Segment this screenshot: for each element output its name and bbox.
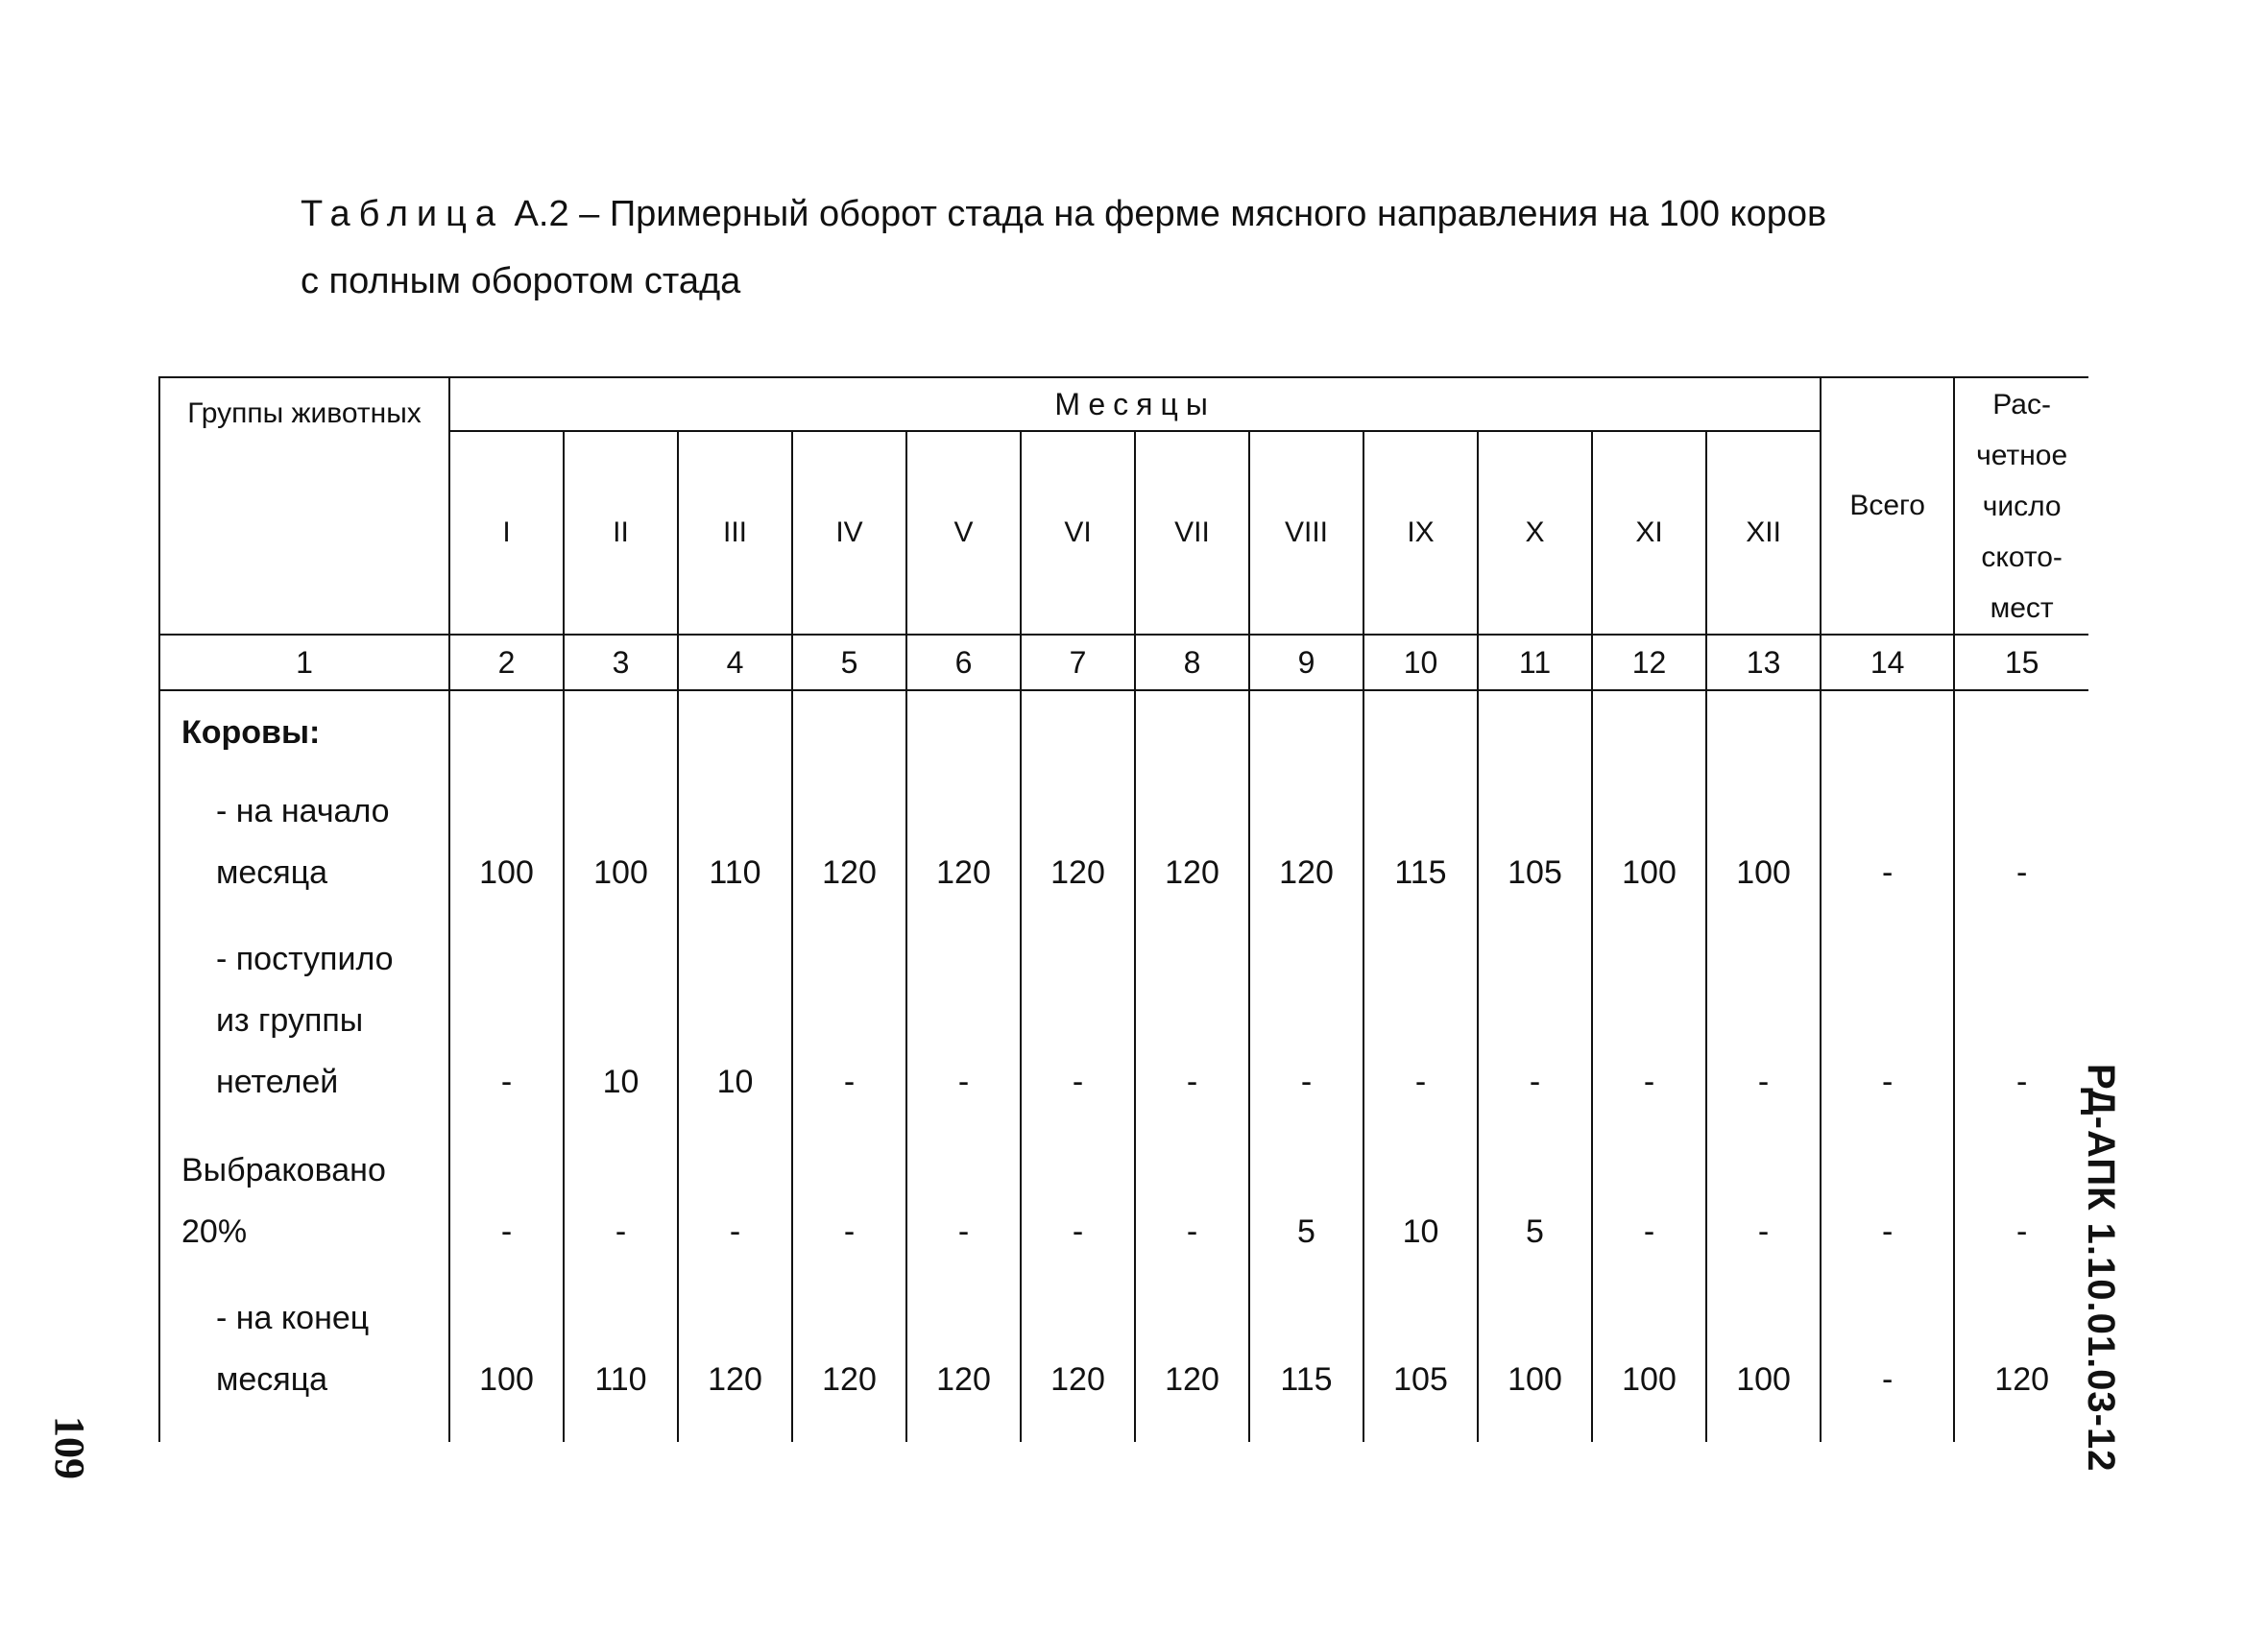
total-cell: - (1821, 911, 1954, 1120)
caption-line-2: с полным оборотом стада (301, 261, 741, 301)
table-cell: - (1592, 1120, 1706, 1270)
table-cell: 120 (678, 1270, 792, 1418)
column-number: 15 (1954, 635, 2088, 690)
row-label-line: - на конец (216, 1300, 370, 1336)
table-cell: - (792, 1120, 906, 1270)
table-cell: 110 (678, 771, 792, 911)
month-header: X (1478, 431, 1592, 635)
herd-turnover-table-wrapper (158, 376, 2088, 1442)
table-cell: 100 (564, 771, 678, 911)
table-cell: 115 (1249, 1270, 1363, 1418)
table-cell: 5 (1249, 1120, 1363, 1270)
total-cell: - (1821, 1120, 1954, 1270)
table-cell: - (906, 911, 1021, 1120)
table-cell: 120 (1249, 771, 1363, 911)
month-header: IV (792, 431, 906, 635)
table-cell: - (792, 911, 906, 1120)
caption-line-1 (301, 180, 2125, 248)
table-cell: 100 (1478, 1270, 1592, 1418)
table-cell: 100 (449, 771, 564, 911)
row-label-line: нетелей (216, 1064, 339, 1100)
table-cell: 120 (1021, 1270, 1135, 1418)
calc-header-line: Рас- (1992, 388, 2051, 420)
table-cell: - (1135, 1120, 1249, 1270)
table-cell: - (564, 1120, 678, 1270)
table-row (159, 911, 2088, 1120)
table-cell: 120 (1021, 771, 1135, 911)
column-number: 5 (792, 635, 906, 690)
row-label (159, 911, 449, 1120)
table-continuation (159, 1418, 2088, 1442)
calc-header-line: число (1982, 490, 2062, 522)
row-label-line: - поступило (216, 941, 394, 977)
table-cell: 100 (1592, 1270, 1706, 1418)
calc-header-line: мест (1990, 591, 2054, 624)
section-title-cows: Коровы: (159, 690, 449, 771)
table-cell: - (1478, 911, 1592, 1120)
table-cell: - (1021, 1120, 1135, 1270)
table-cell: - (1249, 911, 1363, 1120)
table-cell: - (906, 1120, 1021, 1270)
table-cell: 110 (564, 1270, 678, 1418)
table-row (159, 1270, 2088, 1418)
month-header: II (564, 431, 678, 635)
page-number: 109 (46, 1416, 93, 1479)
row-label-line: из группы (216, 1002, 364, 1039)
table-cell: 100 (1706, 771, 1821, 911)
table-row (159, 1120, 2088, 1270)
row-label (159, 1270, 449, 1418)
header-row-months (159, 431, 2088, 635)
month-header: XI (1592, 431, 1706, 635)
table-cell: 105 (1363, 1270, 1478, 1418)
row-label-line: - на начало (216, 793, 390, 829)
column-number: 4 (678, 635, 792, 690)
table-cell: - (1363, 911, 1478, 1120)
row-label (159, 1120, 449, 1270)
table-row (159, 771, 2088, 911)
column-number: 9 (1249, 635, 1363, 690)
month-header: VII (1135, 431, 1249, 635)
column-number: 10 (1363, 635, 1478, 690)
table-cell: 120 (906, 1270, 1021, 1418)
column-number: 11 (1478, 635, 1592, 690)
column-number: 6 (906, 635, 1021, 690)
table-cell: 120 (792, 771, 906, 911)
month-header: I (449, 431, 564, 635)
column-number: 8 (1135, 635, 1249, 690)
table-cell: - (449, 911, 564, 1120)
table-cell: 100 (1592, 771, 1706, 911)
table-cell: 120 (792, 1270, 906, 1418)
table-cell: 100 (449, 1270, 564, 1418)
table-cell: 115 (1363, 771, 1478, 911)
table-cell: - (1706, 911, 1821, 1120)
table-cell: 100 (1706, 1270, 1821, 1418)
row-label-line: Выбраковано (181, 1152, 386, 1188)
month-header: VI (1021, 431, 1135, 635)
table-caption (301, 180, 2125, 315)
column-numbers-row (159, 635, 2088, 690)
row-label-line: месяца (216, 1361, 328, 1398)
table-cell: - (449, 1120, 564, 1270)
total-cell: - (1821, 1270, 1954, 1418)
column-number: 3 (564, 635, 678, 690)
header-animal-groups: Группы животных (159, 377, 449, 635)
table-cell: - (1021, 911, 1135, 1120)
column-number: 14 (1821, 635, 1954, 690)
calc-cell: - (1954, 1120, 2088, 1270)
column-number: 1 (159, 635, 449, 690)
row-label (159, 771, 449, 911)
calc-cell: - (1954, 771, 2088, 911)
table-cell: 120 (1135, 1270, 1249, 1418)
month-header: V (906, 431, 1021, 635)
table-cell: 10 (1363, 1120, 1478, 1270)
column-number: 13 (1706, 635, 1821, 690)
header-row-1 (159, 377, 2088, 431)
caption-title: А.2 – Примерный оборот стада на ферме мясного направления на 100 коров (504, 194, 1827, 234)
row-label-line: 20% (181, 1213, 248, 1250)
table-cell: 105 (1478, 771, 1592, 911)
header-calc-places (1954, 377, 2088, 635)
month-header: IX (1363, 431, 1478, 635)
section-title-row (159, 690, 2088, 771)
table-cell: - (1135, 911, 1249, 1120)
column-number: 12 (1592, 635, 1706, 690)
column-number: 7 (1021, 635, 1135, 690)
table-cell: - (1592, 911, 1706, 1120)
table-cell: - (1706, 1120, 1821, 1270)
document-code: РД-АПК 1.10.01.03-12 (2080, 1064, 2122, 1473)
calc-cell: 120 (1954, 1270, 2088, 1418)
month-header: XII (1706, 431, 1821, 635)
table-cell: - (678, 1120, 792, 1270)
table-cell: 10 (678, 911, 792, 1120)
calc-header-line: ското- (1981, 540, 2063, 573)
table-cell: 10 (564, 911, 678, 1120)
header-months: Месяцы (449, 377, 1821, 431)
column-number: 2 (449, 635, 564, 690)
header-total: Всего (1821, 377, 1954, 635)
herd-turnover-table (158, 376, 2088, 1442)
table-cell: 120 (906, 771, 1021, 911)
row-label-line: месяца (216, 854, 328, 891)
total-cell: - (1821, 771, 1954, 911)
table-cell: 120 (1135, 771, 1249, 911)
month-header: III (678, 431, 792, 635)
caption-prefix: Таблица (301, 194, 504, 234)
calc-header-line: четное (1976, 439, 2068, 471)
month-header: VIII (1249, 431, 1363, 635)
table-cell: 5 (1478, 1120, 1592, 1270)
calc-cell: - (1954, 911, 2088, 1120)
